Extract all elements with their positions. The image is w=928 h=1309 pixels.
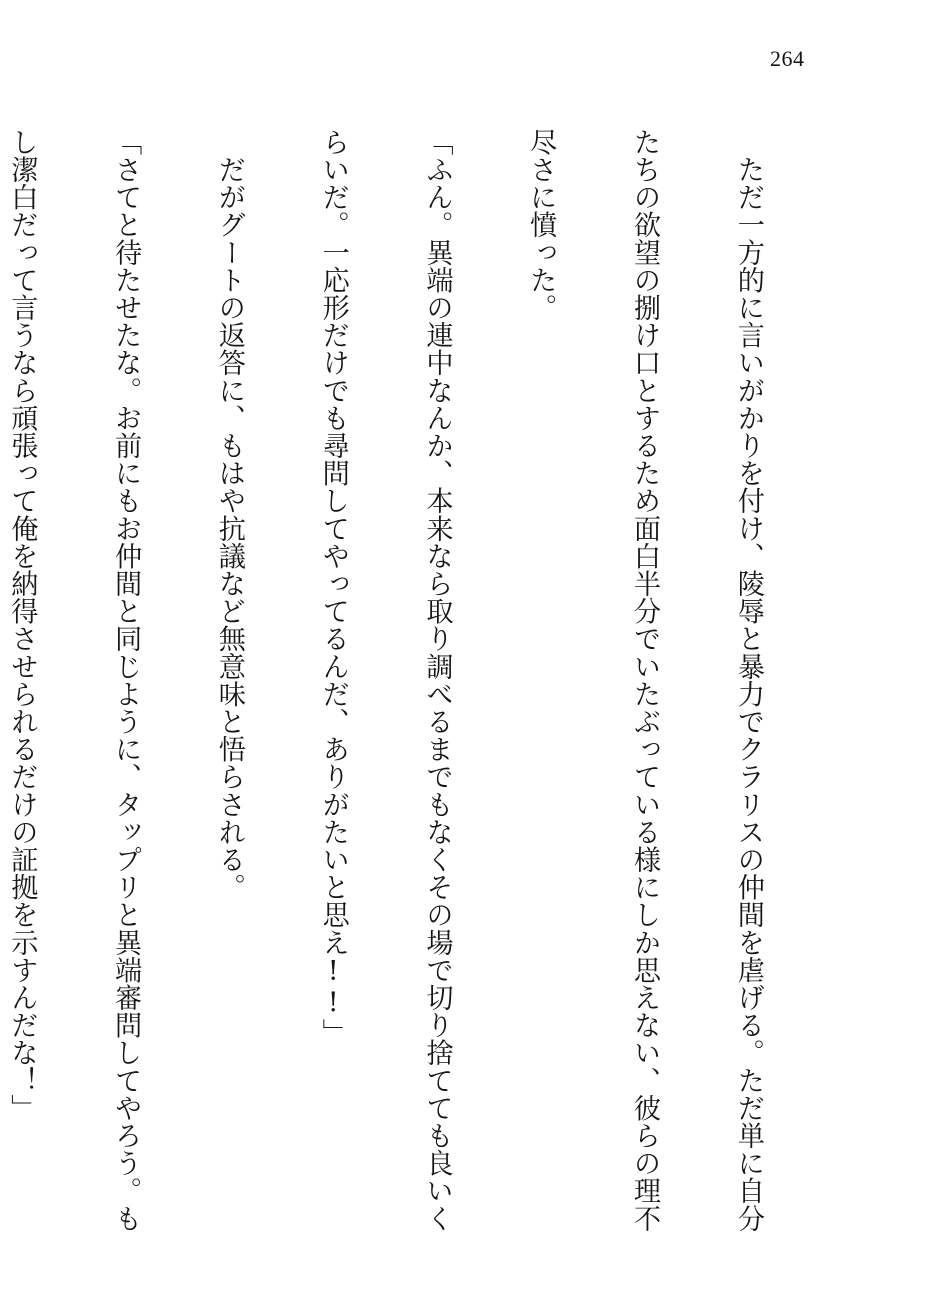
page-number: 264 bbox=[770, 46, 805, 71]
text-line: たちの欲望の捌け口とするため面白半分でいたぶっている様にしか思えない、彼らの理不 bbox=[629, 128, 661, 1232]
text-line: だがグートの返答に、もはや抗議など無意味と悟らされる。 bbox=[213, 128, 245, 901]
text-line: し潔白だって言うなら頑張って俺を納得させられるだけの証拠を示すんだな！」 bbox=[6, 128, 38, 1122]
text-line: 「ふん。異端の連中なんか、本来なら取り調べるまでもなくその場で切り捨てても良いく bbox=[421, 128, 453, 1232]
text-line: らいだ。一応形だけでも尋問してやってるんだ、ありがたいと思え!!」 bbox=[317, 128, 349, 1047]
text-line: 「さてと待たせたな。お前にもお仲間と同じように、タップリと異端審問してやろう。も bbox=[110, 128, 142, 1232]
novel-body-text bbox=[0, 128, 834, 1232]
text-line: ただ一方的に言いがかりを付け、陵辱と暴力でクラリスの仲間を虐げる。ただ単に自分 bbox=[732, 128, 764, 1232]
text-line: 尽さに憤った。 bbox=[525, 128, 557, 322]
